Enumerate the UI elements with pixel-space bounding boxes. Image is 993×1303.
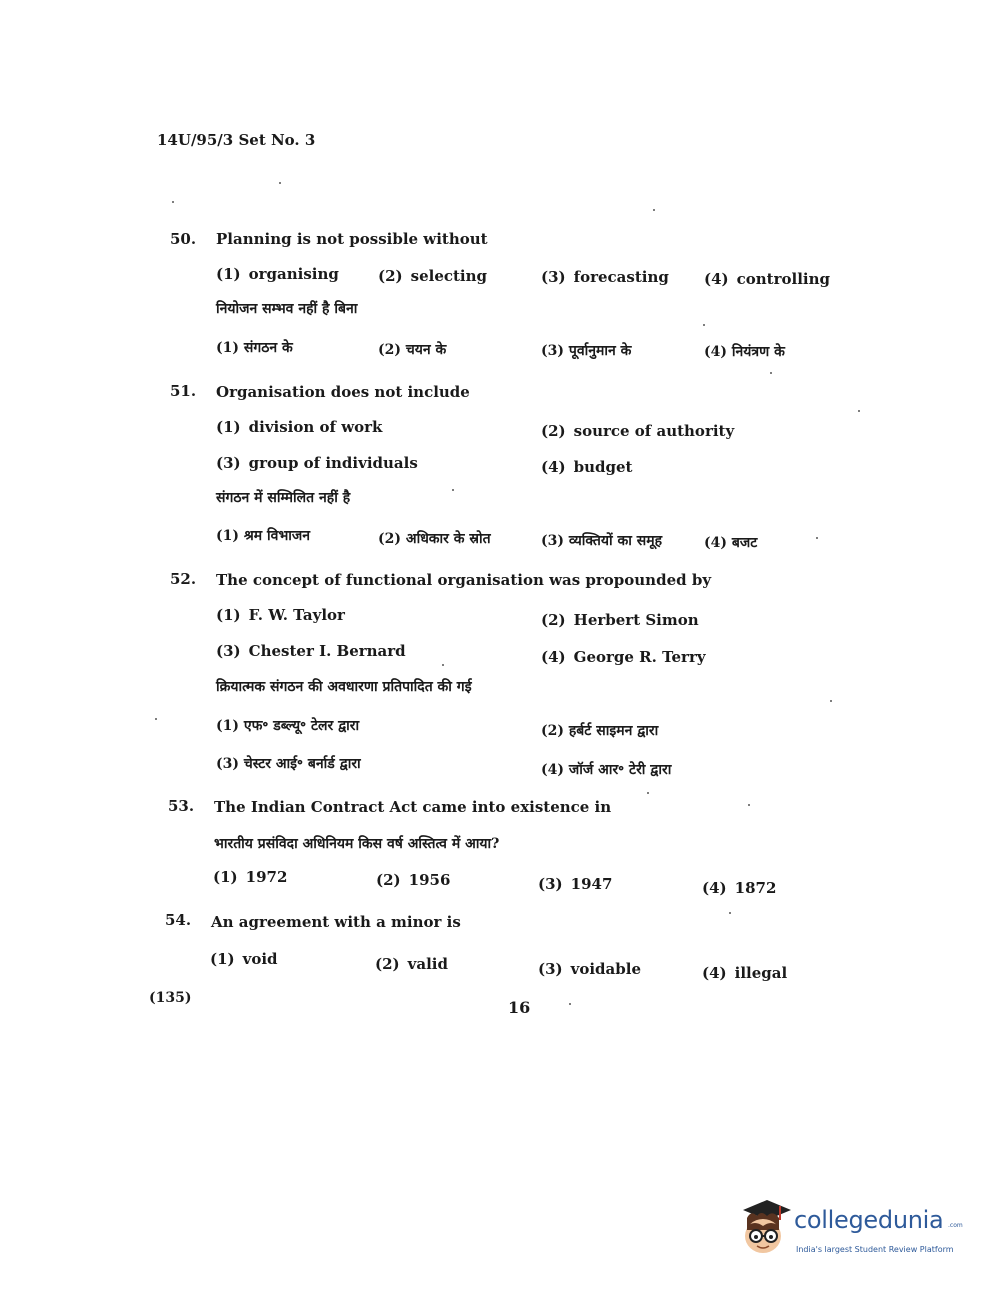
- option-text: organising: [248, 265, 339, 283]
- scan-speck: [442, 664, 444, 666]
- option-3: (3) Chester I. Bernard: [216, 642, 406, 660]
- hindi-option-3: (3) चेस्टर आई॰ बर्नार्ड द्वारा: [216, 756, 361, 772]
- option-text: controlling: [736, 270, 831, 288]
- hindi-option-1: (1) संगठन के: [216, 340, 293, 356]
- question-text: Organisation does not include: [216, 383, 470, 401]
- paper-code-header: 14U/95/3 Set No. 3: [157, 131, 316, 149]
- hindi-option-1: (1) श्रम विभाजन: [216, 528, 311, 544]
- option-number: (4): [704, 270, 729, 288]
- hindi-option-3: (3) व्यक्तियों का समूह: [541, 533, 663, 549]
- hindi-option-4: (4) जॉर्ज आर॰ टेरी द्वारा: [541, 762, 672, 778]
- question-text: Planning is not possible without: [216, 230, 488, 248]
- hindi-option-2: (2) हर्बर्ट साइमन द्वारा: [541, 723, 659, 739]
- paper-code-footer: (135): [149, 990, 192, 1006]
- hindi-option-1: (1) एफ॰ डब्ल्यू॰ टेलर द्वारा: [216, 718, 360, 734]
- brand-name: collegedunia: [794, 1206, 944, 1234]
- question-number: 51.: [170, 382, 197, 400]
- option-2: (2) Herbert Simon: [541, 611, 699, 629]
- scan-speck: [653, 209, 655, 211]
- hindi-option-2: (2) अधिकार के स्रोत: [378, 531, 491, 547]
- option-number: (2): [378, 267, 403, 285]
- hindi-question-text: नियोजन सम्भव नहीं है बिना: [216, 301, 358, 317]
- option-3: (3) 1947: [538, 875, 613, 893]
- hindi-question-text: क्रियात्मक संगठन की अवधारणा प्रतिपादित की गई: [216, 679, 472, 695]
- scan-speck: [770, 372, 772, 374]
- option-3: [541, 268, 669, 286]
- hindi-option-3: (3) पूर्वानुमान के: [541, 343, 632, 359]
- option-1: (1) 1972: [213, 868, 288, 886]
- hindi-option-4: (4) नियंत्रण के: [704, 344, 785, 360]
- scan-speck: [830, 700, 832, 702]
- question-text: The Indian Contract Act came into existence in: [214, 798, 612, 816]
- scan-speck: [647, 792, 649, 794]
- option-4: [704, 270, 830, 288]
- question-number: 50.: [170, 230, 197, 248]
- option-1: (1) void: [210, 950, 278, 968]
- question-text: The concept of functional organisation was propounded by: [216, 571, 712, 589]
- option-4: (4) George R. Terry: [541, 648, 706, 666]
- option-4: (4) budget: [541, 458, 633, 476]
- option-text: selecting: [410, 267, 488, 285]
- option-2: (2) source of authority: [541, 422, 735, 440]
- option-4: (4) illegal: [702, 964, 788, 982]
- option-1: (1) F. W. Taylor: [216, 606, 345, 624]
- scan-speck: [569, 1003, 571, 1005]
- option-3: (3) voidable: [538, 960, 641, 978]
- scan-speck: [279, 182, 281, 184]
- option-1: [216, 265, 339, 283]
- hindi-option-4: (4) बजट: [704, 535, 758, 551]
- question-text: An agreement with a minor is: [211, 913, 461, 931]
- scan-speck: [172, 201, 174, 203]
- brand-domain-suffix: .com: [948, 1222, 963, 1229]
- option-text: forecasting: [573, 268, 669, 286]
- hindi-question-text: भारतीय प्रसंविदा अधिनियम किस वर्ष अस्तित्व में आया?: [214, 836, 500, 852]
- scan-speck: [729, 912, 731, 914]
- option-3: (3) group of individuals: [216, 454, 418, 472]
- option-2: (2) valid: [375, 955, 448, 973]
- scan-speck: [858, 410, 860, 412]
- option-number: (3): [541, 268, 566, 286]
- hindi-option-2: (2) चयन के: [378, 342, 447, 358]
- question-number: 52.: [170, 570, 197, 588]
- brand-tagline: India's largest Student Review Platform: [796, 1245, 954, 1254]
- scan-speck: [155, 718, 157, 720]
- option-1: (1) division of work: [216, 418, 383, 436]
- option-2: [378, 267, 487, 285]
- page-number: 16: [508, 998, 531, 1017]
- hindi-question-text: संगठन में सम्मिलित नहीं है: [216, 490, 351, 506]
- option-4: (4) 1872: [702, 879, 777, 897]
- scan-speck: [816, 537, 818, 539]
- scan-speck: [452, 489, 454, 491]
- scan-speck: [703, 324, 705, 326]
- scan-speck: [748, 804, 750, 806]
- option-number: (1): [216, 265, 241, 283]
- question-number: 54.: [165, 911, 192, 929]
- question-number: 53.: [168, 797, 195, 815]
- option-2: (2) 1956: [376, 871, 451, 889]
